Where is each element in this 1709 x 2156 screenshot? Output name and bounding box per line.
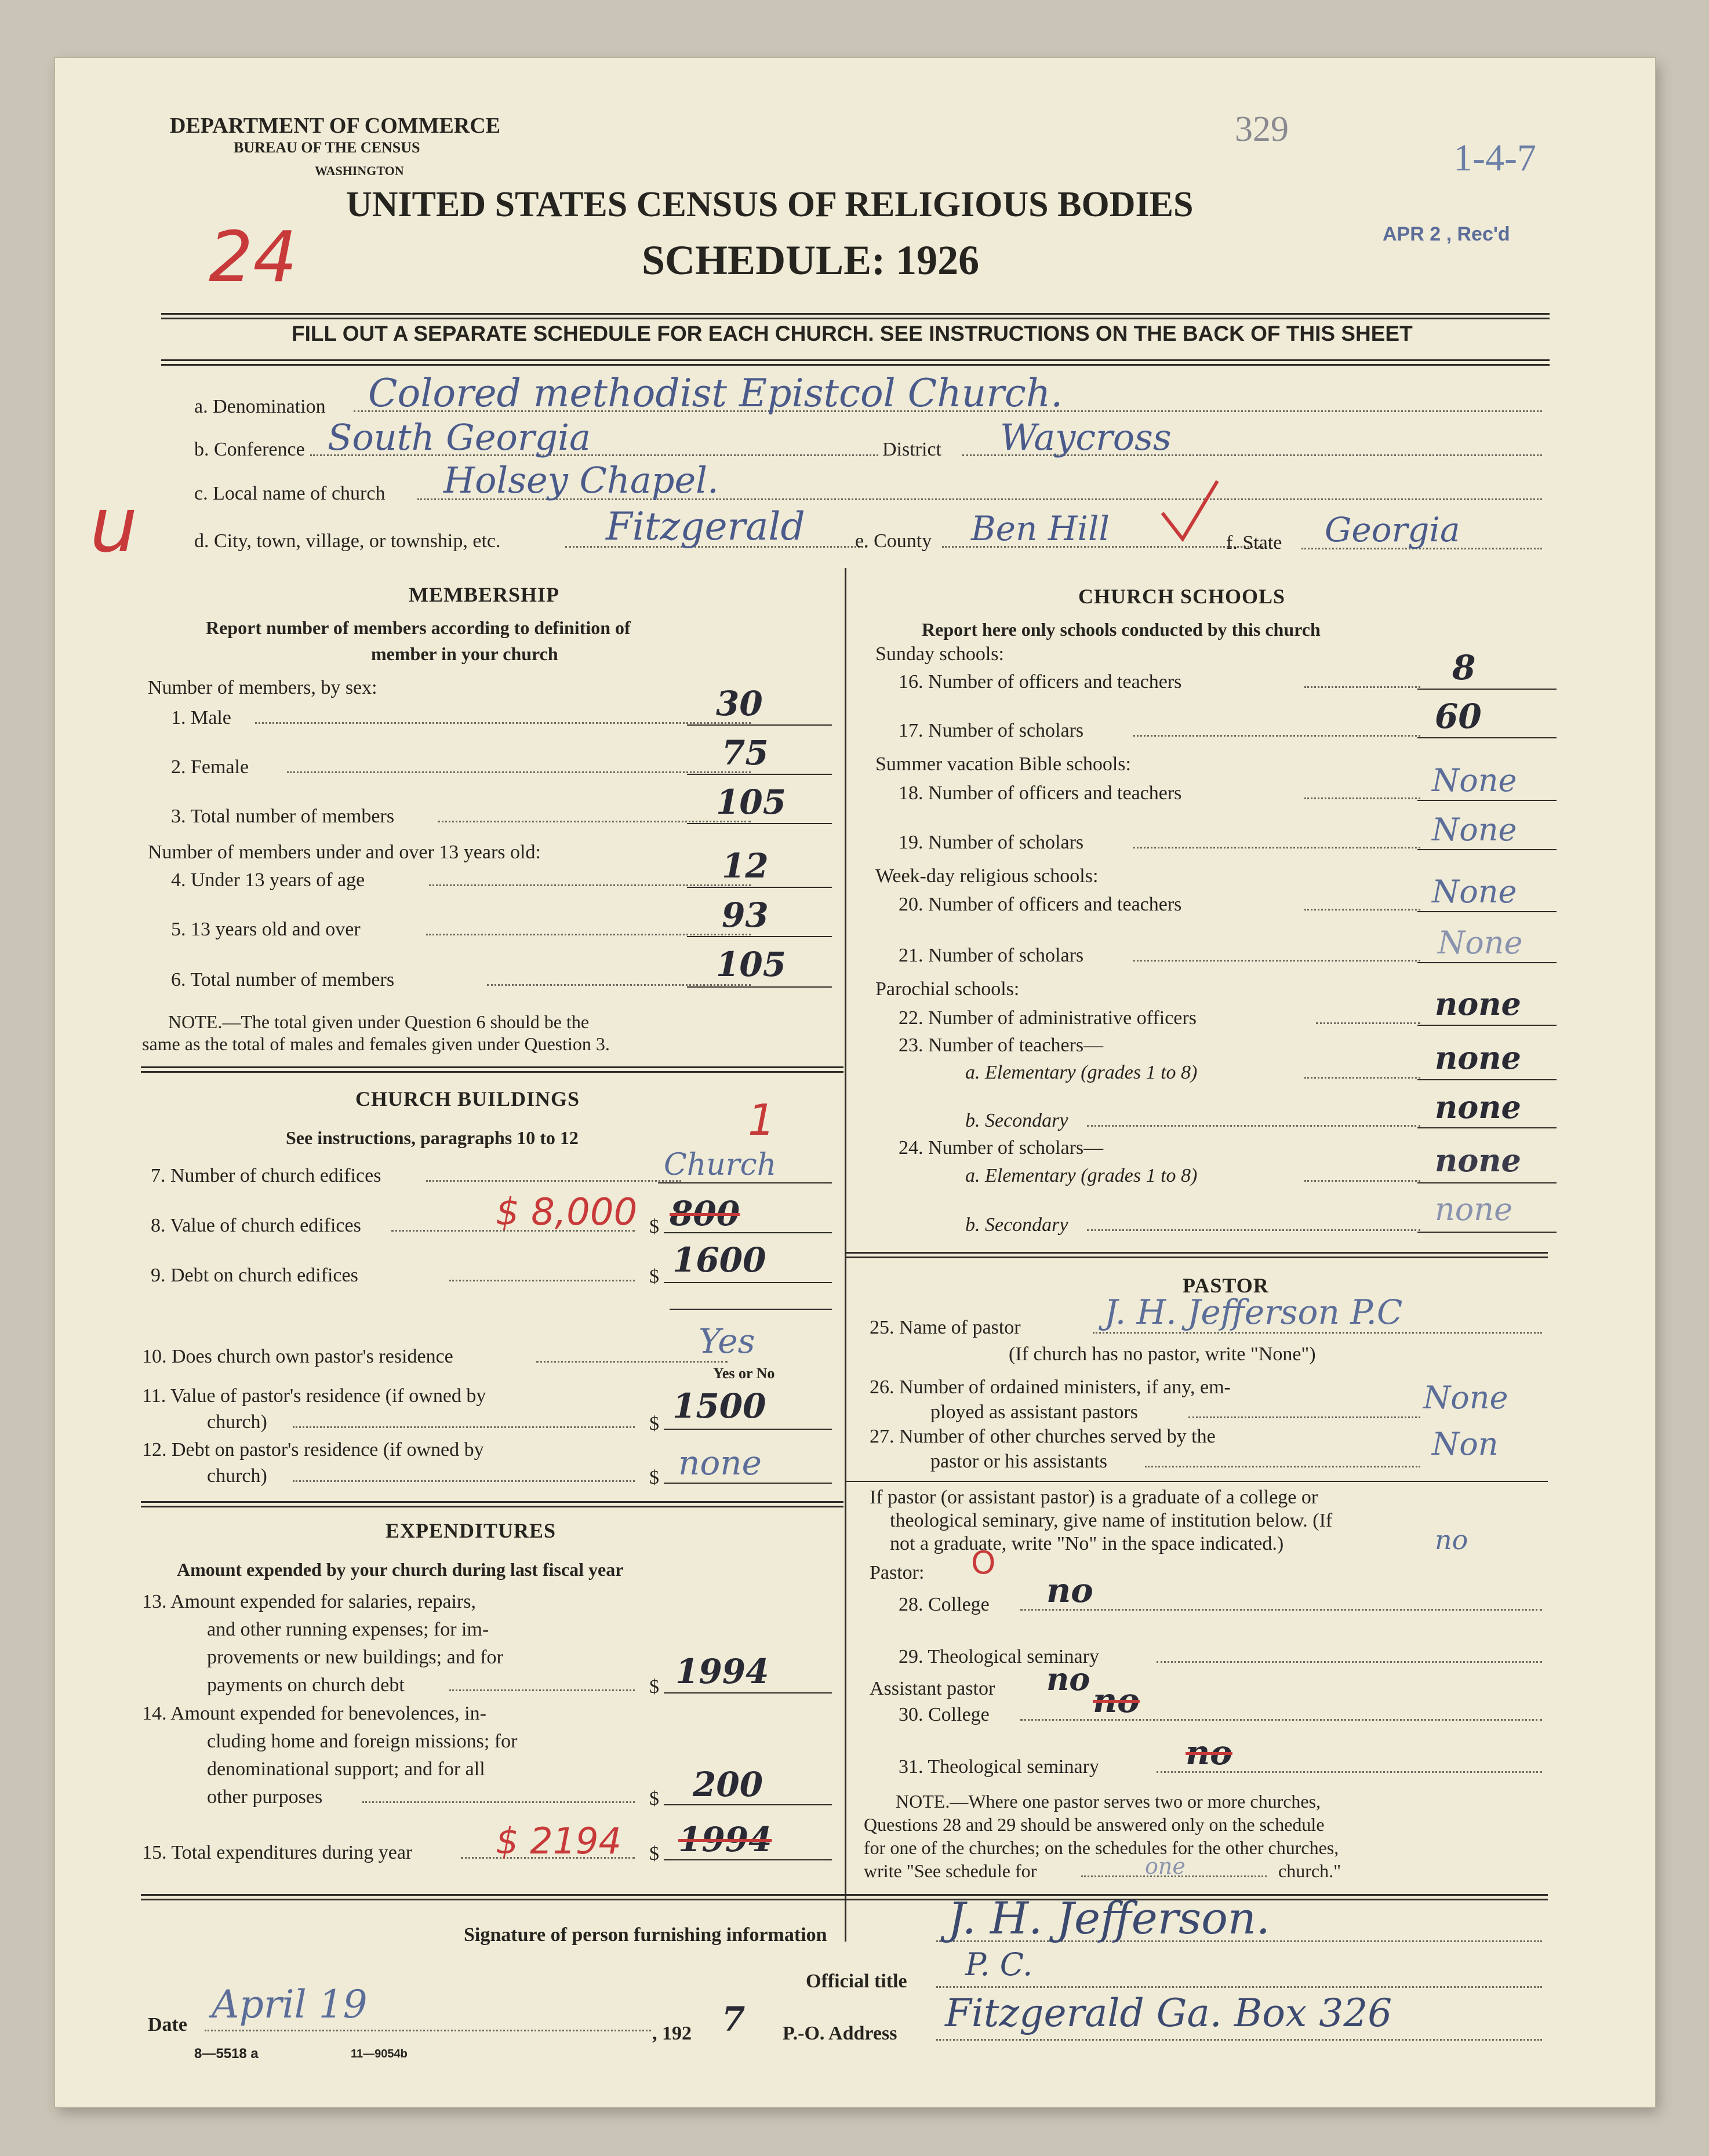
city-label: d. City, town, village, or township, etc. <box>194 530 501 552</box>
q14-label: denominational support; and for all <box>207 1758 485 1780</box>
q11-label: 11. Value of pastor's residence (if owned by <box>142 1385 486 1407</box>
q14-label: 14. Amount expended for benevolences, in- <box>142 1703 486 1724</box>
date-value[interactable]: April 19 <box>212 1982 368 2027</box>
q23a-line <box>1304 1077 1420 1079</box>
graduate-note: theological seminary, give name of institution below. (If <box>890 1510 1333 1531</box>
official-title-label: Official title <box>806 1971 907 1992</box>
q4-line <box>429 884 751 886</box>
q13-label: provements or new buildings; and for <box>207 1647 503 1668</box>
q11-line <box>293 1426 635 1428</box>
answer-rule <box>664 1282 832 1283</box>
answer-rule <box>1417 1079 1557 1080</box>
q12-label: 12. Debt on pastor's residence (if owned by <box>142 1439 484 1461</box>
sunday-schools-label: Sunday schools: <box>875 643 1004 665</box>
q17-line <box>1133 735 1420 737</box>
q31-label: 31. Theological seminary <box>899 1756 1099 1778</box>
answer-rule <box>1417 1232 1557 1233</box>
local-name-label: c. Local name of church <box>194 483 386 504</box>
q16-value[interactable]: 8 <box>1452 648 1476 687</box>
q14-label: other purposes <box>207 1786 323 1808</box>
q10-line <box>536 1361 728 1363</box>
form-title: UNITED STATES CENSUS OF RELIGIOUS BODIES <box>346 185 1194 224</box>
year-prefix: , 192 <box>652 2023 692 2044</box>
dollar-sign: $ <box>649 1843 659 1864</box>
county-label: e. County <box>855 530 932 552</box>
state-label: f. State <box>1226 532 1282 553</box>
dollar-sign: $ <box>649 1216 659 1237</box>
q15-value[interactable]: 1994 <box>678 1820 772 1859</box>
official-title-value[interactable]: P. C. <box>965 1946 1033 1983</box>
membership-note: NOTE.—The total given under Question 6 should be the <box>168 1011 590 1032</box>
q29-line <box>1157 1661 1542 1663</box>
q20-value[interactable]: None <box>1432 873 1517 910</box>
q18-line <box>1304 797 1420 799</box>
q9-line <box>449 1280 635 1281</box>
divider <box>161 359 1550 361</box>
q2-label: 2. Female <box>171 756 249 778</box>
q23b-value[interactable]: none <box>1435 1088 1521 1126</box>
q5-line <box>426 934 751 935</box>
q12-value[interactable]: none <box>678 1443 762 1483</box>
q26-line <box>1188 1416 1420 1418</box>
expenditures-intro: Amount expended by your church during last fiscal year <box>177 1559 624 1580</box>
pastor-red-mark: O <box>971 1545 996 1581</box>
divider <box>161 313 1550 315</box>
q19-value[interactable]: None <box>1432 811 1517 848</box>
answer-rule <box>1417 911 1557 912</box>
q6-label: 6. Total number of members <box>171 969 395 990</box>
answer-rule <box>1417 1025 1557 1026</box>
city-value[interactable]: Fitzgerald <box>606 504 805 549</box>
summer-schools-label: Summer vacation Bible schools: <box>875 753 1131 775</box>
conference-value[interactable]: South Georgia <box>328 416 591 458</box>
q9-label: 9. Debt on church edifices <box>151 1265 358 1286</box>
q18-label: 18. Number of officers and teachers <box>899 782 1182 804</box>
assistant-pastor-label: Assistant pastor <box>870 1678 995 1699</box>
q27-label: 27. Number of other churches served by the <box>870 1426 1216 1447</box>
answer-rule <box>687 823 832 824</box>
address-label: P.-O. Address <box>783 2023 897 2044</box>
note-value[interactable]: one <box>1145 1853 1186 1879</box>
q24b-line <box>1087 1229 1420 1231</box>
q28-value[interactable]: no <box>1046 1571 1093 1610</box>
q22-value[interactable]: none <box>1435 985 1521 1022</box>
q25-line <box>1093 1332 1542 1334</box>
signature-value[interactable]: J. H. Jefferson. <box>948 1892 1270 1944</box>
q23a-value[interactable]: none <box>1435 1039 1521 1076</box>
dollar-sign: $ <box>649 1467 659 1488</box>
q14-label: cluding home and foreign missions; for <box>207 1731 518 1752</box>
denomination-value[interactable]: Colored methodist Epistcol Church. <box>368 371 1063 416</box>
q12-label: church) <box>207 1465 267 1487</box>
by-age-label: Number of members under and over 13 years old: <box>148 842 541 863</box>
date-line <box>205 2030 651 2031</box>
graduate-note: If pastor (or assistant pastor) is a graduate of a college or <box>870 1487 1318 1508</box>
answer-rule <box>1417 962 1557 963</box>
red-number-mark: 24 <box>209 217 297 298</box>
q6-line <box>487 984 751 986</box>
divider <box>161 364 1550 366</box>
q7-line <box>426 1180 681 1182</box>
stamp-number: 329 <box>1235 110 1289 149</box>
margin-mark: u <box>90 481 138 569</box>
q29-label: 29. Theological seminary <box>899 1646 1099 1667</box>
dollar-sign: $ <box>649 1413 659 1434</box>
graduate-no-value[interactable]: no <box>1435 1524 1468 1556</box>
answer-rule <box>664 1429 832 1430</box>
answer-rule <box>664 1804 832 1805</box>
q23a-label: a. Elementary (grades 1 to 8) <box>965 1062 1198 1083</box>
received-stamp: APR 2 , Rec'd <box>1383 223 1510 245</box>
dept-name: DEPARTMENT OF COMMERCE <box>170 114 501 138</box>
q2-line <box>287 771 751 773</box>
answer-rule <box>1417 737 1557 738</box>
q20-line <box>1304 909 1420 911</box>
divider <box>141 1501 843 1503</box>
dollar-sign: $ <box>649 1676 659 1698</box>
divider <box>141 1899 1548 1900</box>
divider <box>846 1481 1548 1482</box>
answer-rule <box>664 1483 832 1484</box>
q31-value[interactable]: no <box>1186 1733 1232 1772</box>
divider <box>161 318 1550 319</box>
answer-rule <box>658 1182 832 1183</box>
answer-rule <box>1417 849 1557 850</box>
answer-rule <box>687 774 832 775</box>
dollar-sign: $ <box>649 1266 659 1287</box>
pastor-sub-label: Pastor: <box>870 1562 925 1583</box>
answer-rule <box>687 936 832 937</box>
q27-line <box>1145 1466 1420 1467</box>
q23b-line <box>1087 1125 1420 1127</box>
q7-red-value: 1 <box>748 1095 776 1145</box>
q14-value[interactable]: 200 <box>693 1765 763 1804</box>
q5-label: 5. 13 years old and over <box>171 919 361 940</box>
q2-value[interactable]: 75 <box>722 733 769 773</box>
answer-rule <box>687 724 832 726</box>
q27-label: pastor or his assistants <box>930 1451 1108 1472</box>
q21-value[interactable]: None <box>1438 924 1523 961</box>
q22-line <box>1316 1022 1420 1024</box>
divider <box>141 1506 843 1507</box>
divider <box>670 1309 832 1310</box>
answer-rule <box>664 1859 832 1860</box>
answer-rule <box>1417 1182 1557 1183</box>
q24-label: 24. Number of scholars— <box>899 1137 1104 1159</box>
q13-line <box>449 1689 635 1691</box>
membership-heading: MEMBERSHIP <box>409 583 560 606</box>
q13-label: and other running expenses; for im- <box>207 1619 489 1640</box>
district-label: District <box>882 439 941 460</box>
q26-label: 26. Number of ordained ministers, if any, em- <box>870 1376 1231 1398</box>
q1-value[interactable]: 30 <box>716 684 763 723</box>
divider <box>141 1894 1548 1896</box>
file-number: 1-4-7 <box>1453 137 1536 179</box>
pastor-note: for one of the churches; on the schedules for the other churches, <box>864 1837 1339 1858</box>
q24a-line <box>1304 1180 1420 1182</box>
answer-rule <box>1417 1127 1557 1128</box>
membership-intro: Report number of members according to definition of <box>206 617 631 638</box>
divider <box>846 1257 1548 1258</box>
official-title-line <box>936 1986 1542 1988</box>
year-value[interactable]: 7 <box>722 2000 746 2039</box>
q24b-label: b. Secondary <box>965 1214 1068 1236</box>
q13-label: 13. Amount expended for salaries, repairs, <box>142 1591 476 1612</box>
q3-value[interactable]: 105 <box>716 782 787 822</box>
answer-rule <box>1417 689 1557 690</box>
q30-value[interactable]: no <box>1093 1681 1140 1720</box>
q1-line <box>255 722 751 724</box>
expenditures-heading: EXPENDITURES <box>386 1519 557 1542</box>
schools-intro: Report here only schools conducted by this church <box>922 619 1321 640</box>
answer-rule <box>1417 800 1557 801</box>
membership-note: same as the total of males and females given under Question 3. <box>142 1033 610 1054</box>
q4-value[interactable]: 12 <box>722 846 769 886</box>
q27-value[interactable]: Non <box>1432 1426 1499 1462</box>
q24a-label: a. Elementary (grades 1 to 8) <box>965 1165 1198 1186</box>
q1-label: 1. Male <box>171 707 231 729</box>
q3-label: 3. Total number of members <box>171 806 395 827</box>
pastor-heading: PASTOR <box>1183 1274 1269 1297</box>
q25-label: 25. Name of pastor <box>870 1317 1021 1338</box>
instruction-banner: FILL OUT A SEPARATE SCHEDULE FOR EACH CHURCH. SEE INSTRUCTIONS ON THE BACK OF THIS SHEET <box>292 322 1413 345</box>
q11-label: church) <box>207 1411 267 1433</box>
form-code: 8—5518 a <box>194 2046 259 2062</box>
print-code: 11—9054b <box>351 2048 408 2060</box>
q3-line <box>438 821 751 822</box>
q19-line <box>1133 847 1420 848</box>
weekday-schools-label: Week-day religious schools: <box>875 865 1099 887</box>
q11-value[interactable]: 1500 <box>672 1386 766 1426</box>
q13-value[interactable]: 1994 <box>675 1652 769 1691</box>
q10-value[interactable]: Yes <box>699 1321 755 1361</box>
q10-label: 10. Does church own pastor's residence <box>142 1346 453 1367</box>
local-name-value[interactable]: Holsey Chapel. <box>443 459 719 501</box>
q26-label: ployed as assistant pastors <box>930 1401 1138 1423</box>
q26-value[interactable]: None <box>1423 1379 1508 1416</box>
q21-label: 21. Number of scholars <box>899 945 1084 966</box>
q17-label: 17. Number of scholars <box>899 720 1084 741</box>
denomination-label: a. Denomination <box>194 396 326 417</box>
q20-label: 20. Number of officers and teachers <box>899 894 1182 915</box>
q30-label: 30. College <box>899 1704 990 1725</box>
pastor-note: church." <box>1278 1860 1341 1881</box>
q24b-value[interactable]: none <box>1435 1191 1513 1228</box>
q16-line <box>1304 686 1420 688</box>
answer-rule <box>664 1692 832 1694</box>
q24a-value[interactable]: none <box>1435 1142 1521 1179</box>
pastor-note: Questions 28 and 29 should be answered only on the schedule <box>864 1814 1325 1835</box>
dollar-sign: $ <box>649 1788 659 1809</box>
conference-label: b. Conference <box>194 439 305 460</box>
address-value[interactable]: Fitzgerald Ga. Box 326 <box>945 1991 1392 2035</box>
graduate-note: not a graduate, write "No" in the space indicated.) <box>890 1533 1284 1554</box>
column-divider <box>845 568 846 1942</box>
date-label: Date <box>148 2014 187 2035</box>
answer-rule <box>687 986 832 988</box>
q8-label: 8. Value of church edifices <box>151 1215 361 1236</box>
parochial-schools-label: Parochial schools: <box>875 978 1020 1000</box>
bureau-name: BUREAU OF THE CENSUS <box>234 139 420 156</box>
q15-red-value: $ 2194 <box>496 1820 621 1862</box>
red-check-icon <box>1159 478 1223 548</box>
q6-value[interactable]: 105 <box>716 945 787 984</box>
q8-value[interactable]: 800 <box>670 1194 740 1233</box>
buildings-intro: See instructions, paragraphs 10 to 12 <box>286 1127 579 1148</box>
state-value[interactable]: Georgia <box>1325 510 1460 549</box>
buildings-heading: CHURCH BUILDINGS <box>355 1087 580 1110</box>
q4-label: 4. Under 13 years of age <box>171 869 365 891</box>
q28-label: 28. College <box>899 1594 990 1615</box>
pastor-note: NOTE.—Where one pastor serves two or more churches, <box>896 1791 1321 1812</box>
pastor-note: write "See schedule for <box>864 1860 1037 1881</box>
q9-value[interactable]: 1600 <box>672 1240 766 1280</box>
assistant-pastor-value[interactable]: no <box>1046 1660 1090 1698</box>
q16-label: 16. Number of officers and teachers <box>899 671 1182 693</box>
q25-hint: (If church has no pastor, write "None") <box>1009 1343 1316 1365</box>
district-value[interactable]: Waycross <box>1000 416 1172 458</box>
q10-hint: Yes or No <box>713 1365 775 1382</box>
form-subtitle: SCHEDULE: 1926 <box>642 237 980 283</box>
divider <box>141 1066 843 1068</box>
schedule-sheet <box>55 58 1655 2107</box>
q7-label: 7. Number of church edifices <box>151 1165 381 1186</box>
q22-label: 22. Number of administrative officers <box>899 1007 1197 1029</box>
county-value[interactable]: Ben Hill <box>971 509 1110 548</box>
q18-value[interactable]: None <box>1432 762 1517 799</box>
q5-value[interactable]: 93 <box>722 895 769 935</box>
q28-line <box>1020 1609 1542 1611</box>
q19-label: 19. Number of scholars <box>899 832 1084 853</box>
q21-line <box>1133 960 1420 962</box>
q8-red-value: $ 8,000 <box>496 1191 638 1234</box>
q12-line <box>293 1480 635 1482</box>
answer-rule <box>687 887 832 888</box>
schools-heading: CHURCH SCHOOLS <box>1078 585 1286 608</box>
q7-value[interactable]: Church <box>664 1148 777 1182</box>
q25-value[interactable]: J. H. Jefferson P.C <box>1104 1292 1403 1332</box>
membership-intro: member in your church <box>371 643 558 664</box>
address-line <box>936 2039 1542 2041</box>
divider <box>846 1252 1548 1254</box>
divider <box>141 1071 843 1073</box>
q23b-label: b. Secondary <box>965 1110 1068 1131</box>
signature-label: Signature of person furnishing information <box>464 1924 827 1946</box>
by-sex-label: Number of members, by sex: <box>148 677 377 698</box>
q17-value[interactable]: 60 <box>1435 697 1482 736</box>
q23-label: 23. Number of teachers— <box>899 1035 1104 1056</box>
city-name: WASHINGTON <box>315 163 404 178</box>
q13-label: payments on church debt <box>207 1674 405 1696</box>
q15-label: 15. Total expenditures during year <box>142 1842 413 1863</box>
q14-line <box>362 1801 635 1803</box>
